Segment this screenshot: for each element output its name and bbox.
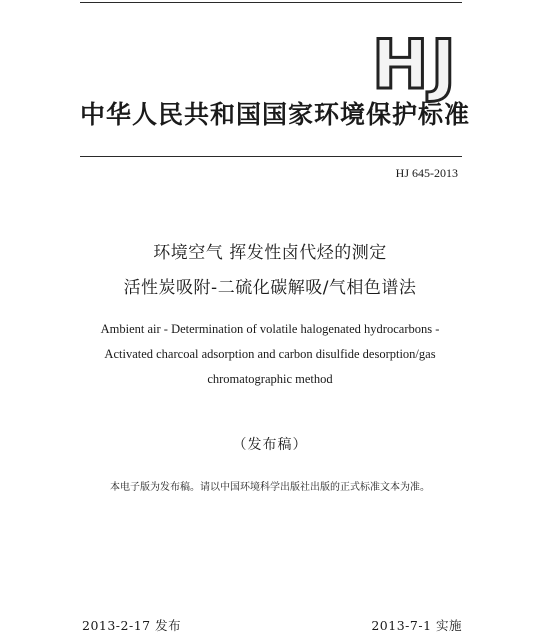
standard-code: HJ 645-2013 [395, 166, 458, 180]
chinese-title-line-1: 环境空气 挥发性卤代烃的测定 [153, 243, 387, 263]
english-title-line-1: Ambient air - Determination of volatile halogenated hydrocarbons - [100, 322, 440, 336]
chinese-title-line-2: 活性炭吸附-二硫化碳解吸/气相色谱法 [123, 278, 417, 298]
standard-category: 中华人民共和国国家环境保护标准 [80, 100, 471, 129]
top-rule [80, 2, 462, 3]
hj-logo: HJ [371, 26, 458, 105]
english-title-line-2: Activated charcoal adsorption and carbon disulfide desorption/gas [104, 347, 436, 361]
implementation-date: 2013-7-1 实施 [371, 618, 462, 633]
issue-date: 2013-2-17 发布 [82, 618, 182, 633]
english-title-line-3: chromatographic method [207, 372, 333, 386]
draft-label: （发布稿） [232, 437, 308, 453]
header-divider [80, 156, 462, 157]
edition-note: 本电子版为发布稿。请以中国环境科学出版社出版的正式标准文本为准。 [110, 482, 430, 493]
